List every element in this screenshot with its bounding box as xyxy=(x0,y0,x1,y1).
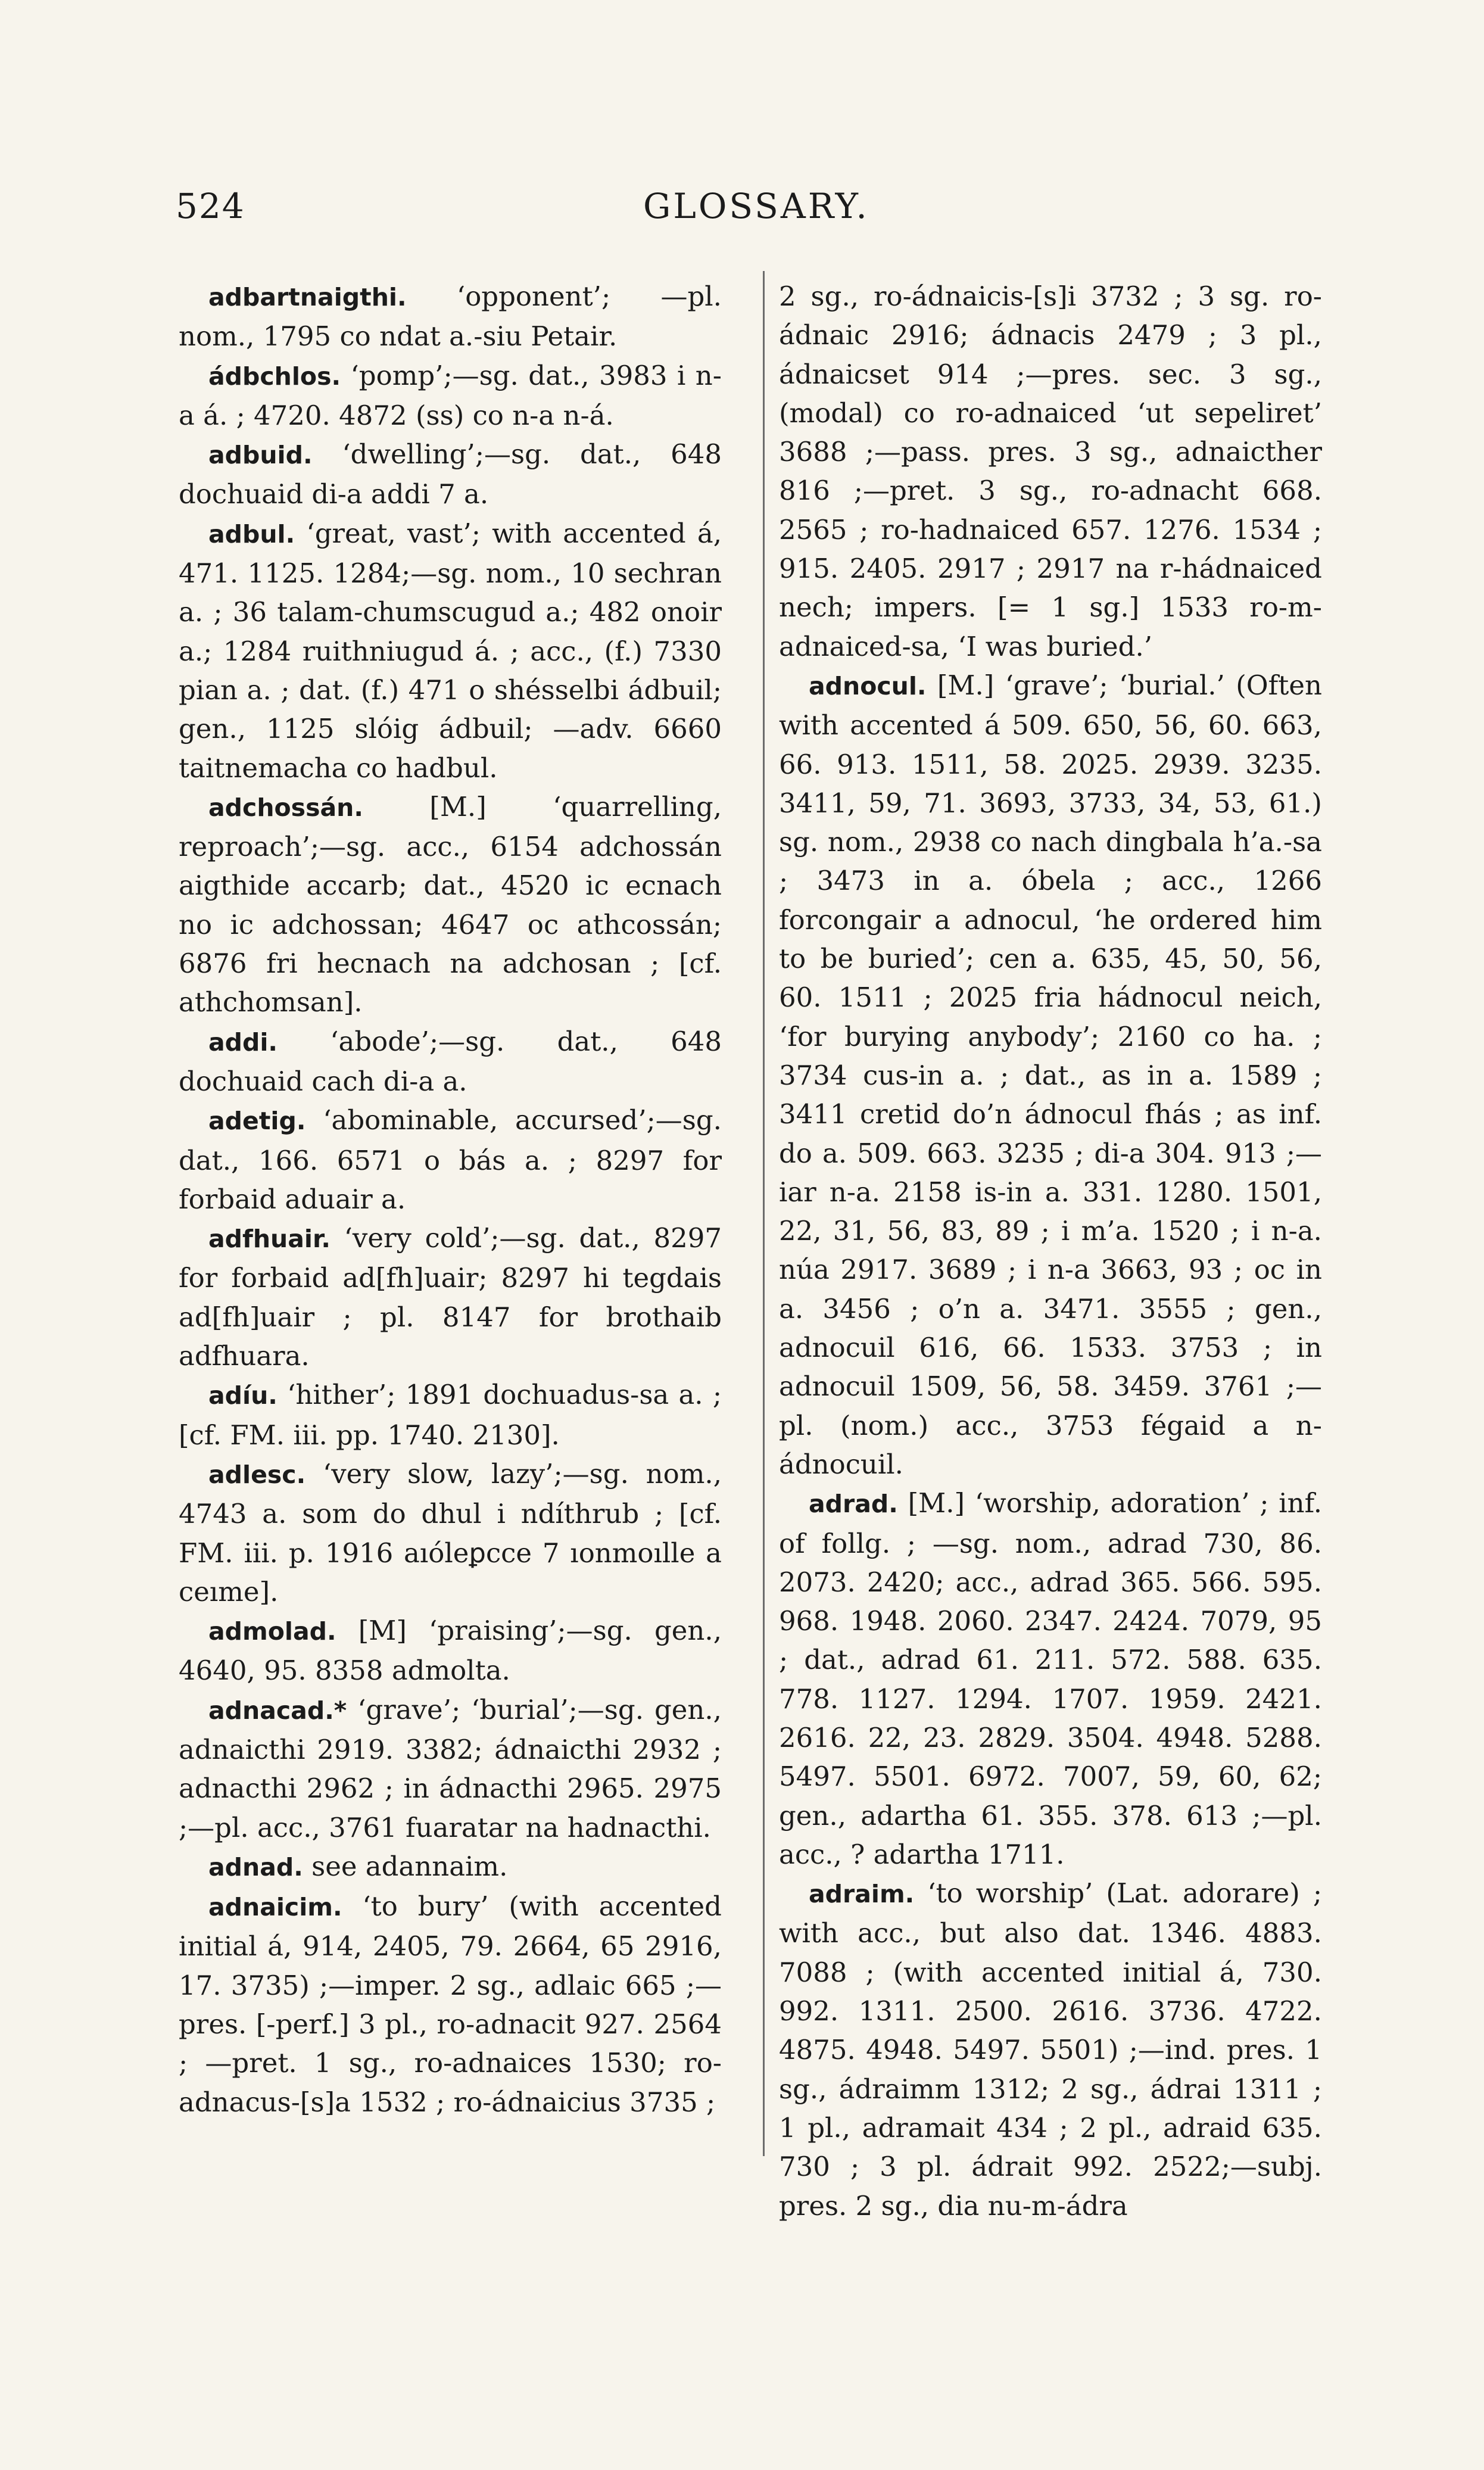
headword: adnad. xyxy=(208,1852,303,1882)
glossary-entry xyxy=(179,1101,722,1219)
headword: admolad. xyxy=(208,1617,336,1646)
headword: ádbchlos. xyxy=(208,362,341,391)
headword: adnaicim. xyxy=(208,1893,342,1922)
glossary-entry xyxy=(179,1022,722,1101)
entry-text: ‘opponent’; —pl. nom., 1795 co ndat a.-siu Petair. xyxy=(179,281,722,353)
headword: adbuid. xyxy=(208,441,313,470)
glossary-entry xyxy=(179,435,722,514)
entry-text: ‘to bury’ (with accented initial á, 914, 2405, 79. 2664, 65 2916, 17. 3735) ;—imper. 2 sg., adlaic 665 ;—pres. [-perf.] 3 pl., ro-adnacit 927. 2564 ; —pret. 1 sg., ro-adnaices 1530; ro-adnacus-[s]a 1532 ; ro-ádnaicius 3735 ; xyxy=(179,1890,722,2118)
glossary-entry xyxy=(179,1847,722,1887)
headword: adnocul. xyxy=(809,671,927,700)
glossary-entry xyxy=(179,1375,722,1454)
entry-text: ‘to worship’ (Lat. adorare) ; with acc., but also dat. 1346. 4883. 7088 ; (with accented initial á, 730. 992. 1311. 2500. 2616. 3736. 4722. 4875. 4948. 5497. 5501) ;—ind. pres. 1 sg., ádraimm 1312; 2 sg., ádrai 1311 ; 1 pl., adramait 434 ; 2 pl., adraid 635. 730 ; 3 pl. ádrait 992. 2522;—subj. pres. 2 sg., dia nu-m-ádra xyxy=(779,1877,1322,2222)
entry-text: [M.] ‘quarrelling, reproach’;—sg. acc., 6154 adchossán aigthide accarb; dat., 4520 ic ecnach no ic adchossan; 4647 oc athcossán; 6876 fri hecnach na adchosan ; [cf. athchomsan]. xyxy=(179,790,722,1018)
running-title: GLOSSARY. xyxy=(643,186,869,226)
headword: adbul. xyxy=(208,519,295,549)
entry-text: ‘very slow, lazy’;—sg. nom., 4743 a. som do dhul i ndíthrub ; [cf. FM. iii. p. 1916 aıóleꝑcce 7 ıonmoılle a ceıme]. xyxy=(179,1457,722,1608)
right-column xyxy=(779,277,1322,2225)
glossary-entry xyxy=(179,1454,722,1611)
headword: adraim. xyxy=(809,1880,915,1909)
headword: adetig. xyxy=(208,1107,306,1136)
entry-text: [M.] ‘worship, adoration’ ; inf. of follg. ; —sg. nom., adrad 730, 86. 2073. 2420; acc., adrad 365. 566. 595. 968. 1948. 2060. 2347. 2424. 7079, 95 ; dat., adrad 61. 211. 572. 588. 635. 778. 1127. 1294. 1707. 1959. 2421. 2616. 22, 23. 2829. 3504. 4948. 5288. 5497. 5501. 6972. 7007, 59, 60, 62; gen., adartha 61. 355. 378. 613 ;—pl. acc., ? adartha 1711. xyxy=(779,1487,1322,1870)
entry-text: 2 sg., ro-ádnaicis-[s]i 3732 ; 3 sg. ro-ádnaic 2916; ádnacis 2479 ; 3 pl., ádnaicset 914 ;—pres. sec. 3 sg., (modal) co ro-adnaiced ‘ut sepeliret’ 3688 ;—pass. pres. 3 sg., adnaicther 816 ;—pret. 3 sg., ro-adnacht 668. 2565 ; ro-hadnaiced 657. 1276. 1534 ; 915. 2405. 2917 ; 2917 na r-hádnaiced nech; impers. [= 1 sg.] 1533 ro-m-adnaiced-sa, ‘I was buried.’ xyxy=(779,281,1322,662)
column-divider xyxy=(763,271,765,2156)
entry-text: ‘abominable, accursed’;—sg. dat., 166. 6571 o bás a. ; 8297 for forbaid aduair a. xyxy=(179,1104,722,1215)
headword: adíu. xyxy=(208,1381,278,1410)
glossary-entry xyxy=(179,1611,722,1690)
glossary-entry xyxy=(779,666,1322,1484)
headword: adfhuair. xyxy=(208,1225,331,1254)
glossary-entry xyxy=(179,356,722,435)
entry-text: ‘grave’; ‘burial’;—sg. gen., adnaicthi 2919. 3382; ádnaicthi 2932 ; adnacthi 2962 ; in ádnacthi 2965. 2975 ;—pl. acc., 3761 fuaratar na hadnacthi. xyxy=(179,1693,722,1843)
entry-text: ‘great, vast’; with accented á, 471. 1125. 1284;—sg. nom., 10 sechran a. ; 36 talam-chumscugud a.; 482 onoir a.; 1284 ruithniugud á. ; acc., (f.) 7330 pian a. ; dat. (f.) 471 o shésselbi ádbuil; gen., 1125 slóig ádbuil; —adv. 6660 taitnemacha co hadbul. xyxy=(179,517,722,784)
glossary-entry xyxy=(179,514,722,787)
headword: addi. xyxy=(208,1027,278,1057)
entry-text: ‘pomp’;—sg. dat., 3983 i n-a á. ; 4720. 4872 (ss) co n-a n-á. xyxy=(179,359,722,431)
entry-text: [M] ‘praising’;—sg. gen., 4640, 95. 8358 admolta. xyxy=(179,1615,722,1687)
glossary-entry xyxy=(179,1219,722,1375)
entry-text: ‘abode’;—sg. dat., 648 dochuaid cach di-a a. xyxy=(179,1025,722,1097)
entry-text: ‘very cold’;—sg. dat., 8297 for forbaid ad[fh]uair; 8297 hi tegdais ad[fh]uair ; pl. 8147 for brothaib adfhuara. xyxy=(179,1222,722,1372)
glossary-entry xyxy=(179,1887,722,2122)
headword: adchossán. xyxy=(208,793,363,822)
glossary-entry xyxy=(179,787,722,1022)
glossary-entry xyxy=(179,1690,722,1847)
glossary-entry-continuation xyxy=(779,277,1322,666)
entry-text: see adannaim. xyxy=(311,1850,508,1882)
headword: adlesc. xyxy=(208,1460,306,1489)
headword: adrad. xyxy=(809,1490,898,1519)
entry-text: [M.] ‘grave’; ‘burial.’ (Often with accented á 509. 650, 56, 60. 663, 66. 913. 1511, 58. 2025. 2939. 3235. 3411, 59, 71. 3693, 3733, 34, 53, 61.) sg. nom., 2938 co nach dingbala h’a.-sa ; 3473 in a. óbela ; acc., 1266 forcongair a adnocul, ‘he ordered him to be buried’; cen a. 635, 45, 50, 56, 60. 1511 ; 2025 fria hádnocul neich, ‘for burying anybody’; 2160 co ha. ; 3734 cus-in a. ; dat., as in a. 1589 ; 3411 cretid do’n ádnocul fhás ; as inf. do a. 509. 663. 3235 ; di-a 304. 913 ;—iar n-a. 2158 is-in a. 331. 1280. 1501, 22, 31, 56, 83, 89 ; i m’a. 1520 ; i n-a. núa 2917. 3689 ; i n-a 3663, 93 ; oc in a. 3456 ; o’n a. 3471. 3555 ; gen., adnocuil 616, 66. 1533. 3753 ; in adnocuil 1509, 56, 58. 3459. 3761 ;—pl. (nom.) acc., 3753 fégaid a n-ádnocuil. xyxy=(779,669,1322,1480)
entry-text: ‘hither’; 1891 dochuadus-sa a. ; [cf. FM. iii. pp. 1740. 2130]. xyxy=(179,1379,722,1451)
headword: adnacad.* xyxy=(208,1696,347,1725)
left-column xyxy=(179,277,722,2122)
page-number: 524 xyxy=(176,186,245,226)
entry-text: ‘dwelling’;—sg. dat., 648 dochuaid di-a addi 7 a. xyxy=(179,438,722,510)
glossary-entry xyxy=(779,1874,1322,2225)
glossary-entry xyxy=(179,277,722,356)
headword: adbartnaigthi. xyxy=(208,283,407,312)
glossary-entry xyxy=(779,1484,1322,1874)
